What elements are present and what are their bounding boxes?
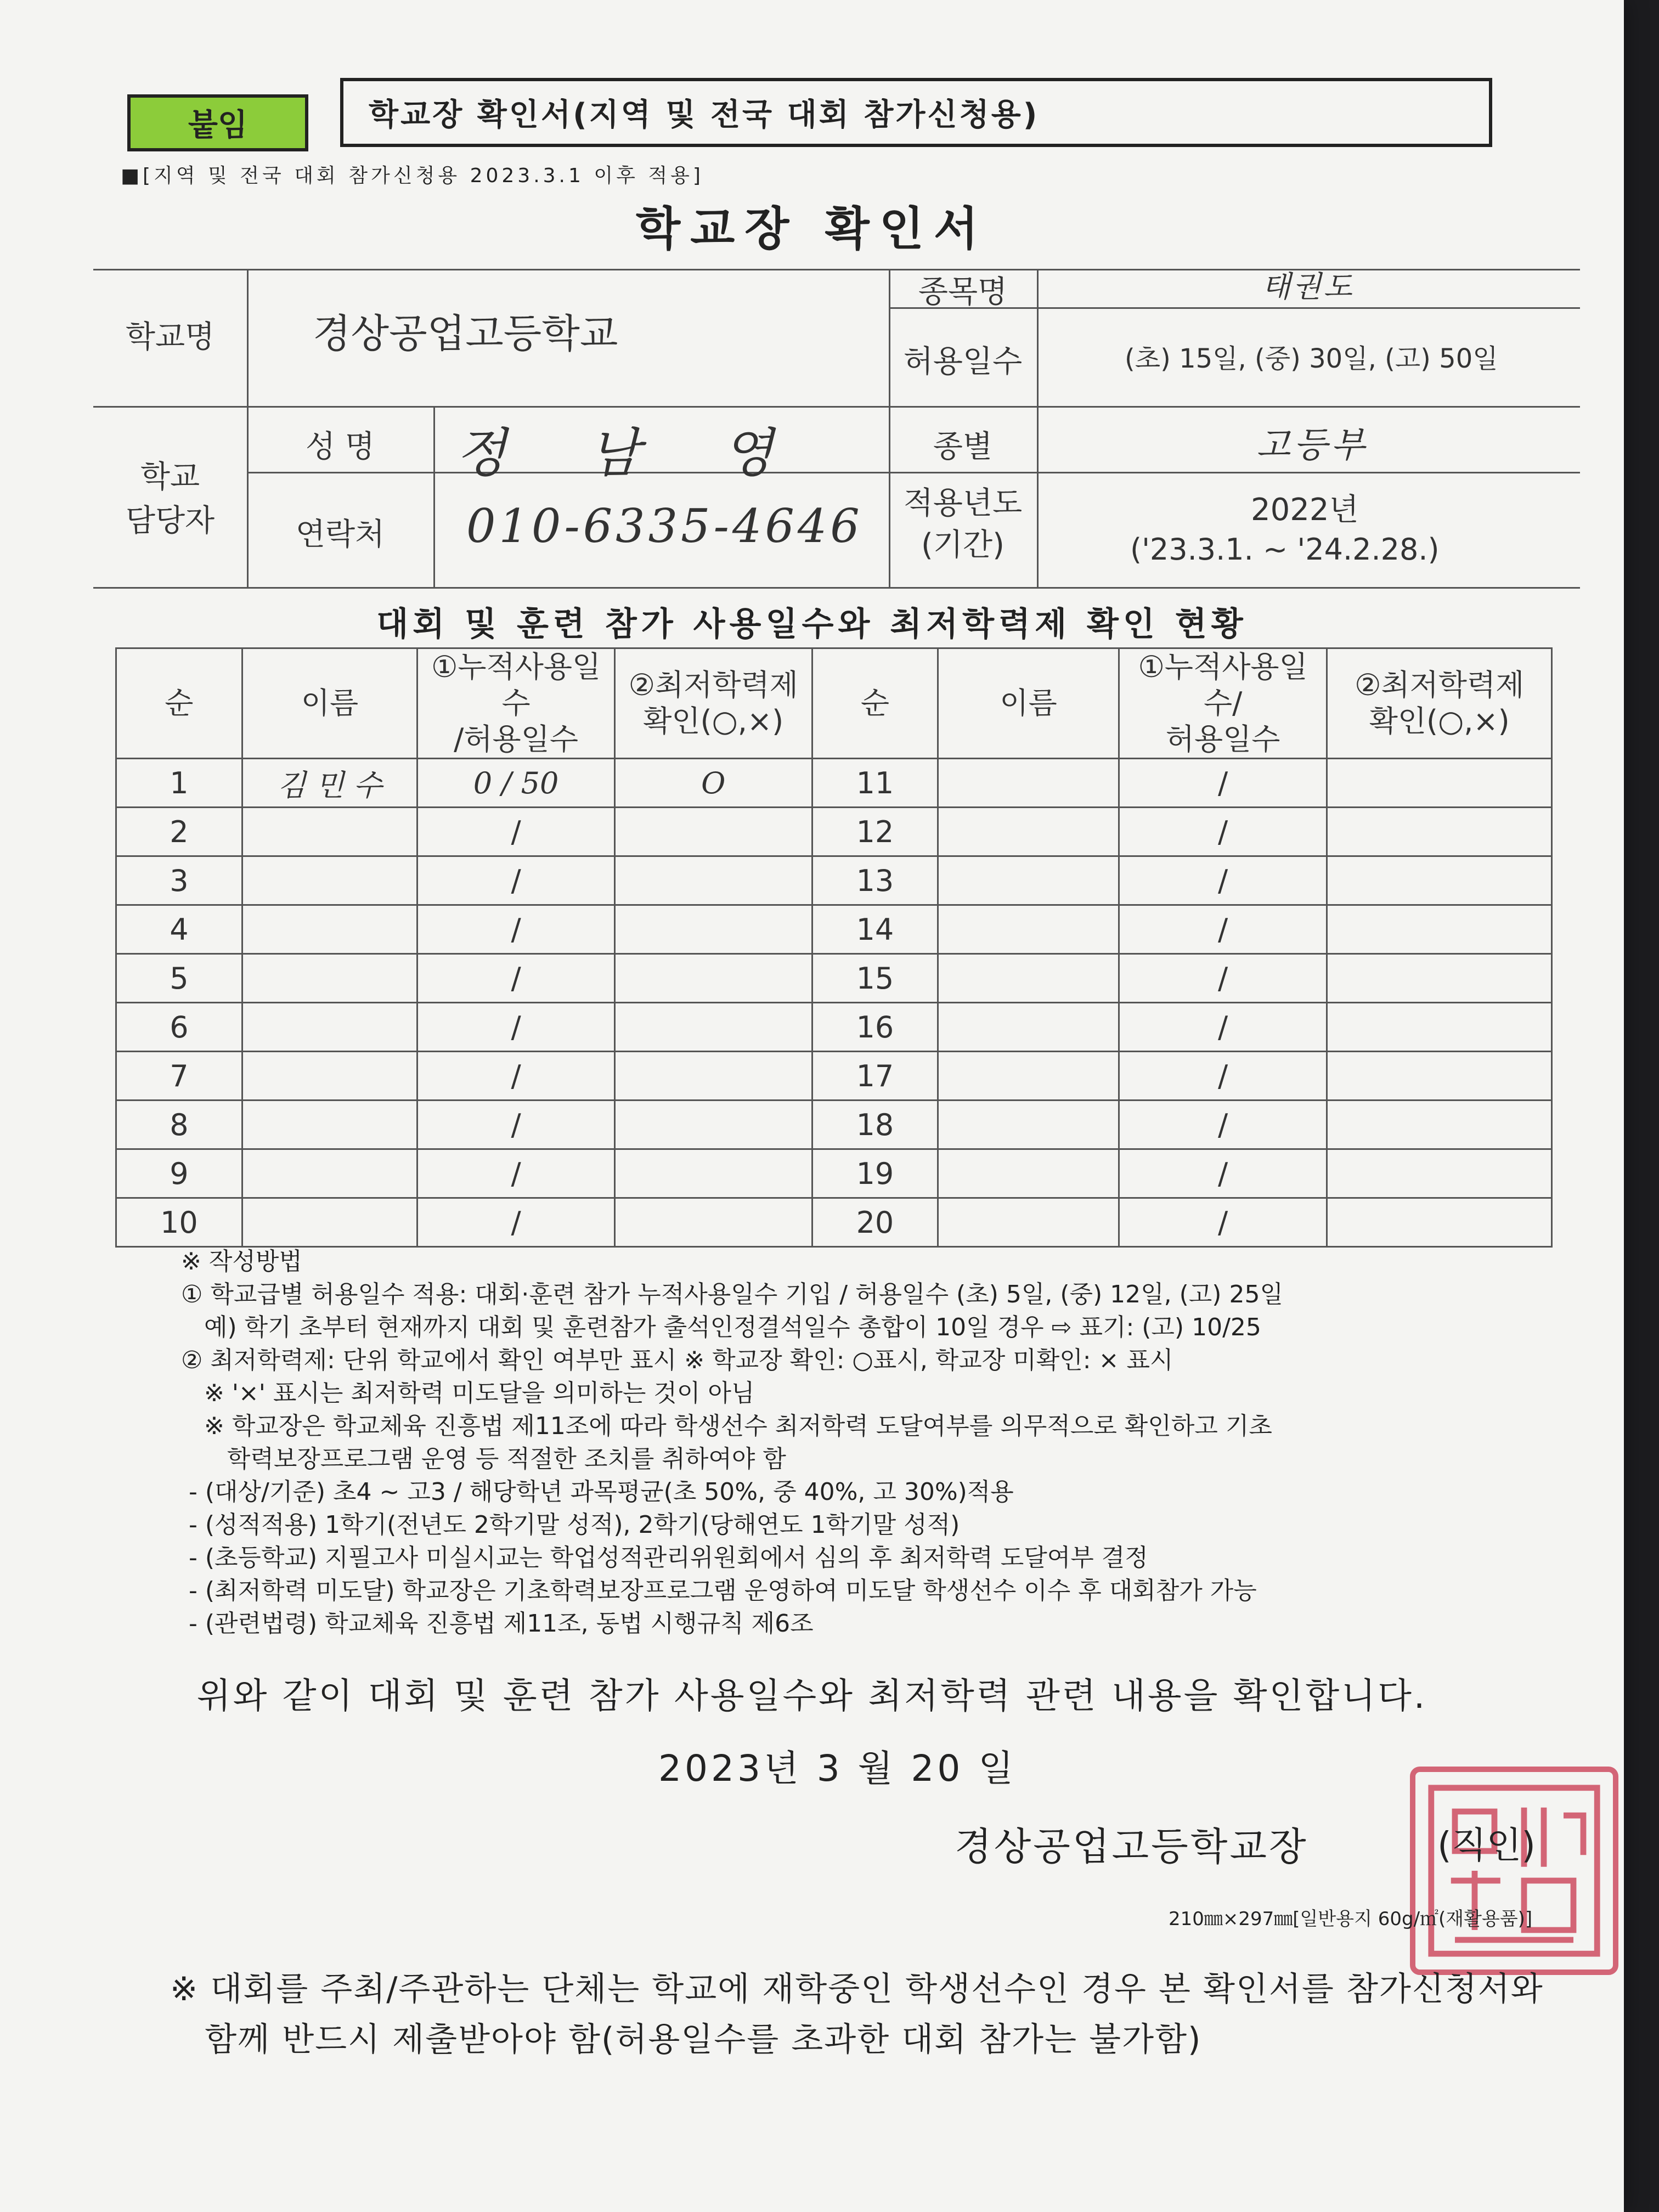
table-header: 이름	[938, 648, 1119, 759]
attachment-badge: 붙임	[127, 94, 308, 151]
table-cell-n2: 15	[812, 954, 938, 1003]
table-cell-check2	[1327, 856, 1552, 905]
table-cell-days1: /	[417, 1052, 615, 1101]
principal-name: 경상공업고등학교장	[955, 1824, 1308, 1869]
table-header: 순	[116, 648, 242, 759]
usage-table	[115, 647, 1553, 1248]
table-cell-check1	[614, 954, 812, 1003]
period-value: ('23.3.1. ~ '24.2.28.)	[1130, 532, 1440, 567]
table-cell-name1	[242, 905, 417, 954]
table-cell-days2: /	[1119, 1101, 1327, 1149]
table-cell-n1: 6	[116, 1003, 242, 1052]
table-row	[116, 905, 1552, 954]
name-value: 정 남 영	[455, 422, 806, 484]
table-cell-n2: 14	[812, 905, 938, 954]
table-cell-name1	[242, 954, 417, 1003]
confirmation-statement: 위와 같이 대회 및 훈련 참가 사용일수와 최저학력 관련 내용을 확인합니다.	[196, 1676, 1427, 1717]
table-row	[116, 856, 1552, 905]
table-cell-name1	[242, 1149, 417, 1198]
table-cell-n1: 2	[116, 808, 242, 856]
table-cell-days2: /	[1119, 954, 1327, 1003]
table-cell-days2: /	[1119, 759, 1327, 808]
instruction-line: - (대상/기준) 초4 ~ 고3 / 해당학년 과목평균(초 50%, 중 40%, 고 30%)적용	[181, 1478, 1014, 1506]
table-cell-days1: /	[417, 954, 615, 1003]
table-cell-n1: 1	[116, 759, 242, 808]
table-cell-n2: 20	[812, 1198, 938, 1247]
manager-label: 학교 담당자	[125, 459, 215, 539]
table-row	[116, 1003, 1552, 1052]
table-cell-days1: /	[417, 1101, 615, 1149]
table-cell-name2	[938, 1149, 1119, 1198]
table-cell-days2: /	[1119, 808, 1327, 856]
table-cell-check2	[1327, 1198, 1552, 1247]
table-cell-check2	[1327, 1052, 1552, 1101]
instruction-line: ② 최저학력제: 단위 학교에서 확인 여부만 표시 ※ 학교장 확인: ○표시, 학교장 미확인: × 표시	[181, 1346, 1173, 1374]
table-row	[116, 954, 1552, 1003]
table-cell-days2: /	[1119, 856, 1327, 905]
table-cell-days1: 0 / 50	[417, 759, 615, 808]
table-cell-days2: /	[1119, 1198, 1327, 1247]
footer-line: 함께 반드시 제출받아야 함(허용일수를 초과한 대회 참가는 불가함)	[170, 2021, 1202, 2059]
table-cell-n2: 11	[812, 759, 938, 808]
paper-spec: 210㎜×297㎜[일반용지 60g/㎡(재활용품)]	[1169, 1908, 1533, 1930]
issue-date: 2023년 3 월 20 일	[658, 1747, 1017, 1790]
footer-note	[170, 1964, 1596, 2065]
table-header: ②최저학력제 확인(○,×)	[614, 648, 812, 759]
contact-value: 010-6335-4646	[466, 499, 863, 553]
table-cell-name1	[242, 856, 417, 905]
table-cell-check2	[1327, 954, 1552, 1003]
table-cell-check1	[614, 1149, 812, 1198]
table-cell-days1: /	[417, 1149, 615, 1198]
year-label: 적용년도 (기간)	[903, 486, 1023, 563]
header-title: 학교장 확인서(지역 및 전국 대회 참가신청용)	[340, 78, 1492, 147]
table-cell-n2: 17	[812, 1052, 938, 1101]
table-cell-n1: 5	[116, 954, 242, 1003]
table-cell-days1: /	[417, 856, 615, 905]
table-cell-check1	[614, 856, 812, 905]
table-cell-days1: /	[417, 808, 615, 856]
table-row	[116, 759, 1552, 808]
instruction-line: ① 학교급별 허용일수 적용: 대회·훈련 참가 누적사용일수 기입 / 허용일수 (초) 5일, (중) 12일, (고) 25일	[181, 1280, 1283, 1308]
table-header: 이름	[242, 648, 417, 759]
table-cell-check2	[1327, 1101, 1552, 1149]
division-label: 종별	[933, 429, 993, 465]
table-cell-name1	[242, 808, 417, 856]
table-cell-check1	[614, 1101, 812, 1149]
table-cell-n1: 4	[116, 905, 242, 954]
info-block	[93, 258, 1580, 592]
event-value: 태권도	[1262, 269, 1355, 304]
footer-line: ※ 대회를 주최/주관하는 단체는 학교에 재학중인 학생선수인 경우 본 확인서를 참가신청서와	[170, 1970, 1544, 2008]
instruction-line: - (관련법령) 학교체육 진흥법 제11조, 동법 시행규칙 제6조	[181, 1610, 814, 1638]
table-cell-name1	[242, 1003, 417, 1052]
table-row	[116, 1101, 1552, 1149]
instruction-line: 학력보장프로그램 운영 등 적절한 조치를 취하여야 함	[181, 1445, 786, 1473]
table-cell-name1	[242, 1198, 417, 1247]
table-cell-n2: 13	[812, 856, 938, 905]
school-label: 학교명	[125, 319, 215, 355]
instruction-line: - (초등학교) 지필고사 미실시교는 학업성적관리위원회에서 심의 후 최저학력 도달여부 결정	[181, 1544, 1148, 1572]
event-label: 종목명	[918, 274, 1008, 310]
contact-label: 연락처	[295, 517, 385, 552]
table-cell-name1: 김 민 수	[242, 759, 417, 808]
table-cell-name2	[938, 1198, 1119, 1247]
table-cell-name2	[938, 1003, 1119, 1052]
table-cell-name2	[938, 759, 1119, 808]
table-cell-check2	[1327, 1003, 1552, 1052]
table-cell-n1: 10	[116, 1198, 242, 1247]
table-cell-name1	[242, 1052, 417, 1101]
table-cell-n1: 9	[116, 1149, 242, 1198]
instruction-line: ※ '×' 표시는 최저학력 미도달을 의미하는 것이 아님	[181, 1379, 755, 1407]
table-cell-days2: /	[1119, 1149, 1327, 1198]
table-cell-check1	[614, 1198, 812, 1247]
table-cell-check1	[614, 905, 812, 954]
instruction-line: ※ 작성방법	[181, 1248, 302, 1276]
instruction-line: - (성적적용) 1학기(전년도 2학기말 성적), 2학기(당해연도 1학기말 성적)	[181, 1511, 960, 1539]
table-cell-name2	[938, 954, 1119, 1003]
table-row	[116, 808, 1552, 856]
table-cell-n1: 8	[116, 1101, 242, 1149]
table-row	[116, 1198, 1552, 1247]
table-cell-name2	[938, 905, 1119, 954]
table-cell-check2	[1327, 1149, 1552, 1198]
table-cell-name1	[242, 1101, 417, 1149]
table-cell-days1: /	[417, 1198, 615, 1247]
allowed-label: 허용일수	[903, 344, 1023, 380]
table-cell-name2	[938, 856, 1119, 905]
instruction-line: - (최저학력 미도달) 학교장은 기초학력보장프로그램 운영하여 미도달 학생선수 이수 후 대회참가 가능	[181, 1577, 1257, 1605]
table-cell-n2: 12	[812, 808, 938, 856]
school-value: 경상공업고등학교	[313, 311, 618, 357]
table-row	[116, 1149, 1552, 1198]
table-cell-days2: /	[1119, 1052, 1327, 1101]
table-header: ①누적사용일수 /허용일수	[417, 648, 615, 759]
table-cell-name2	[938, 1101, 1119, 1149]
instruction-line: ※ 학교장은 학교체육 진흥법 제11조에 따라 학생선수 최저학력 도달여부를 의무적으로 확인하고 기초	[181, 1412, 1272, 1440]
seal-label: (직인)	[1437, 1824, 1536, 1866]
table-cell-check1	[614, 1003, 812, 1052]
table-cell-n1: 7	[116, 1052, 242, 1101]
table-cell-check1: O	[614, 759, 812, 808]
allowed-value: (초) 15일, (중) 30일, (고) 50일	[1125, 343, 1498, 374]
table-cell-days1: /	[417, 905, 615, 954]
table-cell-n2: 18	[812, 1101, 938, 1149]
table-cell-days2: /	[1119, 1003, 1327, 1052]
year-value: 2022년	[1251, 492, 1359, 528]
table-cell-check1	[614, 808, 812, 856]
page-title: 학교장 확인서	[635, 202, 989, 256]
table-cell-n2: 16	[812, 1003, 938, 1052]
table-cell-name2	[938, 1052, 1119, 1101]
table-cell-n2: 19	[812, 1149, 938, 1198]
name-label: 성 명	[306, 429, 375, 465]
table-cell-name2	[938, 808, 1119, 856]
table-cell-days1: /	[417, 1003, 615, 1052]
table-cell-days2: /	[1119, 905, 1327, 954]
table-cell-check1	[614, 1052, 812, 1101]
section-title: 대회 및 훈련 참가 사용일수와 최저학력제 확인 현황	[376, 605, 1248, 644]
table-cell-n1: 3	[116, 856, 242, 905]
table-row	[116, 1052, 1552, 1101]
table-cell-check2	[1327, 905, 1552, 954]
table-header: ①누적사용일수/ 허용일수	[1119, 648, 1327, 759]
table-cell-check2	[1327, 759, 1552, 808]
subnote: ■[지역 및 전국 대회 참가신청용 2023.3.1 이후 적용]	[121, 165, 704, 187]
official-seal	[1410, 1767, 1618, 1975]
instructions	[181, 1245, 1585, 1640]
instruction-line: 예) 학기 초부터 현재까지 대회 및 훈련참가 출석인정결석일수 총합이 10일 경우 ⇨ 표기: (고) 10/25	[181, 1313, 1261, 1341]
table-header: 순	[812, 648, 938, 759]
table-header: ②최저학력제 확인(○,×)	[1327, 648, 1552, 759]
division-value: 고등부	[1256, 425, 1368, 466]
table-cell-check2	[1327, 808, 1552, 856]
